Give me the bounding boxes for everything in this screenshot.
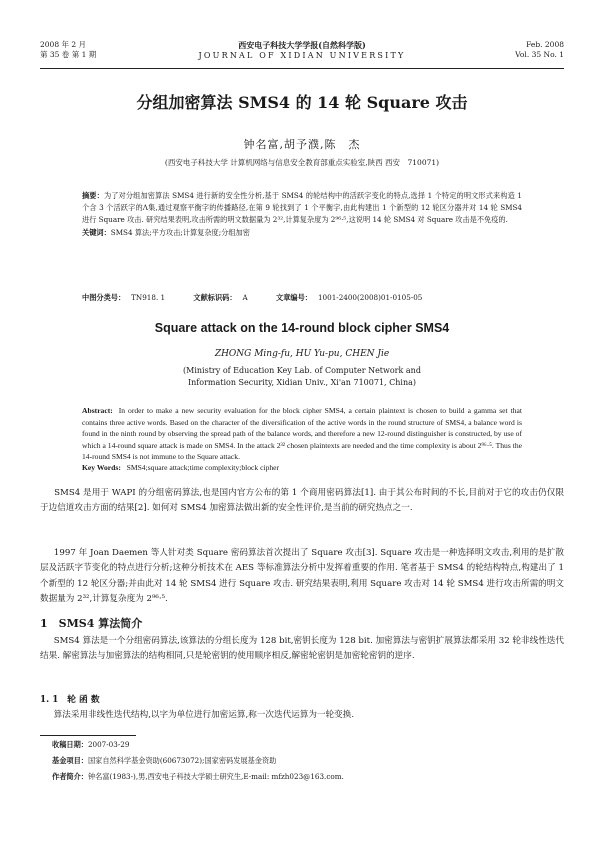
keywords-en-label: Key Words:: [82, 463, 121, 472]
authors-en: ZHONG Ming-fu, HU Yu-pu, CHEN Jie: [214, 349, 390, 359]
abstract-cn: [82, 190, 522, 239]
header-volume-en: Vol. 35 No. 1: [515, 50, 564, 59]
header-date-en: Feb. 2008: [526, 40, 564, 49]
body-paragraph-2: [40, 546, 564, 607]
doc-code-label: 文献标识码：: [193, 293, 237, 302]
abstract-cn-text: 为了对分组加密算法 SMS4 进行新的安全性分析,基于 SMS4 的轮结构中的活跃字变化的特点,选择 1 个特定的明文形式来构造 1 个含 3 个活跃字的Λ集,通过观察平衡字的传播路径,在第 9 轮找到了 1 个平衡字,由此构建出 1 个新型的 12 轮区分器并对 14 轮 SMS4 进行 Square 攻击. 研究结果表明,攻击所需的明文数据量为 2³²,计算复杂度为 2⁹⁶·⁵,这说明 14 轮 SMS4 对 Square 攻击是不免疫的.: [82, 191, 522, 225]
body-paragraph-3-text: SMS4 算法是一个分组密码算法,该算法的分组长度为 128 bit,密钥长度为 128 bit. 加密算法与密钥扩展算法都采用 32 轮非线性迭代结果. 解密算法与加密算法的结构相同,只是轮密钥的使用顺序相反,解密轮密钥是加密轮密钥的逆序.: [40, 636, 564, 662]
abstract-cn-label: 摘要：: [82, 191, 104, 200]
affiliation-en-line1: (Ministry of Education Key Lab. of Computer Network and: [183, 366, 421, 375]
section-heading-1: 1 SMS4 算法简介: [40, 617, 143, 630]
affiliation-cn: (西安电子科技大学 计算机网络与信息安全教育部重点实验室,陕西 西安 710071): [164, 158, 440, 167]
body-paragraph-1: [40, 486, 564, 517]
article-no-value: 1001-2400(2008)01-0105-05: [317, 293, 423, 302]
abstract-en-label: Abstract:: [82, 406, 113, 415]
cls-value: TN918. 1: [131, 293, 166, 302]
doc-code-value: A: [242, 293, 248, 302]
body-paragraph-2-text: 1997 年 Joan Daemen 等人针对类 Square 密码算法首次提出了 Square 攻击[3]. Square 攻击是一种选择明文攻击,利用的是扩散层及活跃字节变化的特点进行分析;这种分析技术在 AES 等标准算法分析中发挥着重要的作用. 笔者基于 SMS4 的轮结构特点,构建出了 1 个新型的 12 轮区分器;并由此对 14 轮 SMS4 进行 Square 攻击. 研究结果表明,利用 Square 攻击对 14 轮 SMS4 进行攻击所需的明文数据量为 2³²,计算复杂度为 2⁹⁶·⁵.: [40, 548, 564, 604]
footnote-received: [52, 740, 552, 750]
affiliation-en-line2: Information Security, Xidian Univ., Xi'an 710071, China): [187, 378, 416, 387]
journal-name-cn: 西安电子科技大学学报(自然科学版): [238, 40, 366, 50]
header-journal: [180, 40, 424, 61]
body-paragraph-3: [40, 634, 564, 665]
journal-name-en: JOURNAL OF XIDIAN UNIVERSITY: [198, 51, 406, 60]
header-date: 2008 年 2 月: [40, 40, 87, 49]
body-paragraph-4: [40, 708, 564, 723]
received-date: 2007-03-29: [87, 740, 130, 749]
keywords-en-line: [82, 462, 522, 474]
paper-title-cn: 分组加密算法 SMS4 的 14 轮 Square 攻击: [136, 93, 468, 112]
keywords-en: SMS4;square attack;time complexity;block cipher: [126, 463, 280, 472]
cls-label: 中图分类号：: [82, 293, 126, 302]
article-no-label: 文章编号：: [276, 293, 312, 302]
affiliation-en: [40, 365, 564, 389]
fund-text: 国家自然科学基金资助(60673072);国家密码发展基金资助: [87, 756, 277, 765]
author-bio-text: 钟名富(1983-),男,西安电子科技大学硕士研究生,E-mail: mfzh023@163.com.: [87, 772, 344, 781]
footnote-rule: [40, 735, 136, 736]
abstract-en-text: In order to make a new security evaluation for the block cipher SMS4, a certain plaintext is chosen to build a gamma set that contains three active words. Based on the character of the diversification of the active words in the round structure of SMS4, a balance word is found in the ninth round by observing the spread path of the balance words, and therefore a new 12-round distinguisher is constructed, by use of which a 14-round square attack is made on SMS4. In the attack 2³² chosen plaintexts are needed and the time complexity is about 2⁹⁶·⁵. Thus the 14-round SMS4 is not immune to the Square attack.: [82, 406, 523, 462]
abstract-en: [82, 405, 522, 463]
footnote-author: [52, 772, 552, 782]
classification-line: [82, 292, 522, 303]
body-paragraph-4-text: 算法采用非线性迭代结构,以字为单位进行加密运算,称一次迭代运算为一轮变换.: [53, 710, 355, 720]
paper-title-en: Square attack on the 14-round block cipher SMS4: [154, 321, 450, 335]
header-volume: 第 35 卷 第 1 期: [40, 50, 97, 59]
header-date-volume-en: [515, 40, 564, 60]
author-bio-label: 作者简介：: [52, 772, 88, 781]
header-rule: [40, 68, 564, 69]
header-date-volume: [40, 40, 96, 60]
body-paragraph-1-text: SMS4 是用于 WAPI 的分组密码算法,也是国内官方公布的第 1 个商用密码算法[1]. 由于其公布时间的不长,目前对于它的攻击仍仅限于边信道攻击方面的结果[2]. 如何对 SMS4 加密算法做出新的安全性评价,是当前的研究热点之一.: [40, 488, 564, 514]
authors-cn: 钟名富,胡予濮,陈 杰: [243, 138, 361, 151]
subsection-heading-1-1: 1. 1 轮 函 数: [40, 695, 100, 705]
footnote-fund: [52, 756, 552, 766]
fund-label: 基金项目：: [52, 756, 88, 765]
running-header: [40, 40, 564, 66]
keywords-cn: SMS4 算法;平方攻击;计算复杂度;分组加密: [110, 227, 250, 237]
received-label: 收稿日期：: [52, 740, 88, 749]
keywords-cn-label: 关键词：: [82, 227, 111, 237]
